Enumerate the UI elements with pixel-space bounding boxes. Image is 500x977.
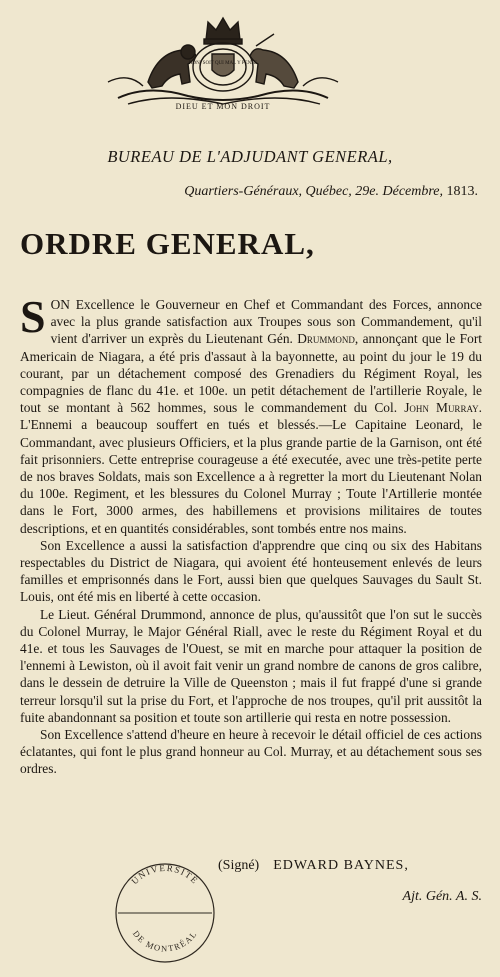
motto-text: DIEU ET MON DROIT: [175, 102, 271, 111]
svg-text:DE MONTRÉAL: [131, 929, 199, 954]
paragraph-4: Son Excellence s'attend d'heure en heure à recevoir le détail officiel de ces actions éclatantes, qui font le plus grand honneur au Col. Murray, et au détachement sous ses ordres.: [20, 727, 482, 777]
paragraph-2: Son Excellence a aussi la satisfaction d'apprendre que cinq ou six des Habitans respectables du District de Niagara, qui avoient été honteusement enlevés de leurs familles et emprisonnés dans le Fort, aussi bien que quelques Sauvages du Sault St. Louis, ont été mis en liberté à cette occasion.: [20, 537, 482, 605]
signatory-name: EDWARD BAYNES,: [273, 858, 409, 873]
name-drummond: Drummond: [297, 331, 355, 347]
name-john-murray: John Murray: [404, 400, 479, 416]
document-title: ORDRE GENERAL,: [20, 226, 315, 261]
dateline-year: 1813.: [446, 184, 478, 199]
paragraph-1-text-a: ON Excellence le Gouverneur en Chef et Commandant des Forces, annonce avec la plus grande satisfaction aux Troupes sous son Commandement, qu'il vient d'arriver un exprès du Lieutenant Gén.: [50, 297, 482, 347]
stamp-top-text: UNIVERSITÉ: [129, 862, 201, 887]
signatory-title: Ajt. Gén. A. S.: [402, 889, 482, 904]
library-stamp: [112, 860, 218, 966]
drop-cap: S: [20, 291, 46, 342]
paragraph-1-text-c: . L'Ennemi a beaucoup souffert en tués et blessés.—Le Capitaine Leonard, le Commandant, avec plusieurs Officiers, et la plus grande partie de la Garnison, ont été fait prisonniers. Cette entreprise courageuse a été executée, avec une très-petite perte de nos braves Soldats, mais son Excellence a à regretter la mort du Lieutenant Nolan du 100e. Regiment, et les blessures du Colonel Murray ; Toute l'Artillerie montée dans le Fort, 3000 armes, des habillemens et provisions militaires de toutes descriptions, et en quantités considérables, sont tombés entre nos mains.: [20, 400, 482, 536]
order-body: [20, 291, 483, 778]
signe-label: (Signé): [218, 858, 260, 873]
garter-text: HONI SOIT QUI MAL Y PENSE: [188, 61, 258, 66]
paragraph-1-text-b: , annonçant que le Fort Americain de Niagara, a été pris d'assaut à la bayonnette, au point du jour le 19 du courant, par un détachement composé des Grenadiers du Régiment Royal, les compagnies de flanc du 41e. et 100e. un petit détachement de l'artillerie Royale, le tout se montant à 562 hommes, sous le commandement du Col.: [20, 331, 483, 416]
royal-coat-of-arms: [88, 12, 358, 112]
bureau-heading: BUREAU DE L'ADJUDANT GENERAL,: [107, 147, 393, 166]
dateline-place: Quartiers-Généraux, Québec,: [184, 184, 352, 199]
dateline-date: 29e. Décembre,: [355, 184, 443, 199]
signature-line: [218, 858, 409, 874]
stamp-bottom-text: DE MONTRÉAL: [130, 928, 200, 954]
paragraph-3: Le Lieut. Général Drummond, annonce de plus, qu'aussitôt que l'on sut le succès du Colonel Murray, le Major Général Riall, avec le reste du Régiment Royal et du 41e. et tous les Sauvages de l'Ouest, se mit en marche pour attaquer la position de l'ennemi à Lewiston, où il avoit fait venir un grand nombre de canons de gros calibre, dans le dessein de detruire la Ville de Queenston ; mais il fut frappé d'une si grande terreur lorsqu'il sut la prise du Fort, et l'approche de nos troupes, qu'il prit aussitôt la fuite abandonnant sa position et toute son artillerie qui resta en notre possession.: [20, 606, 482, 725]
paragraph-1: [20, 291, 483, 537]
svg-text:UNIVERSITÉ: [129, 863, 200, 886]
dateline: [184, 184, 478, 200]
